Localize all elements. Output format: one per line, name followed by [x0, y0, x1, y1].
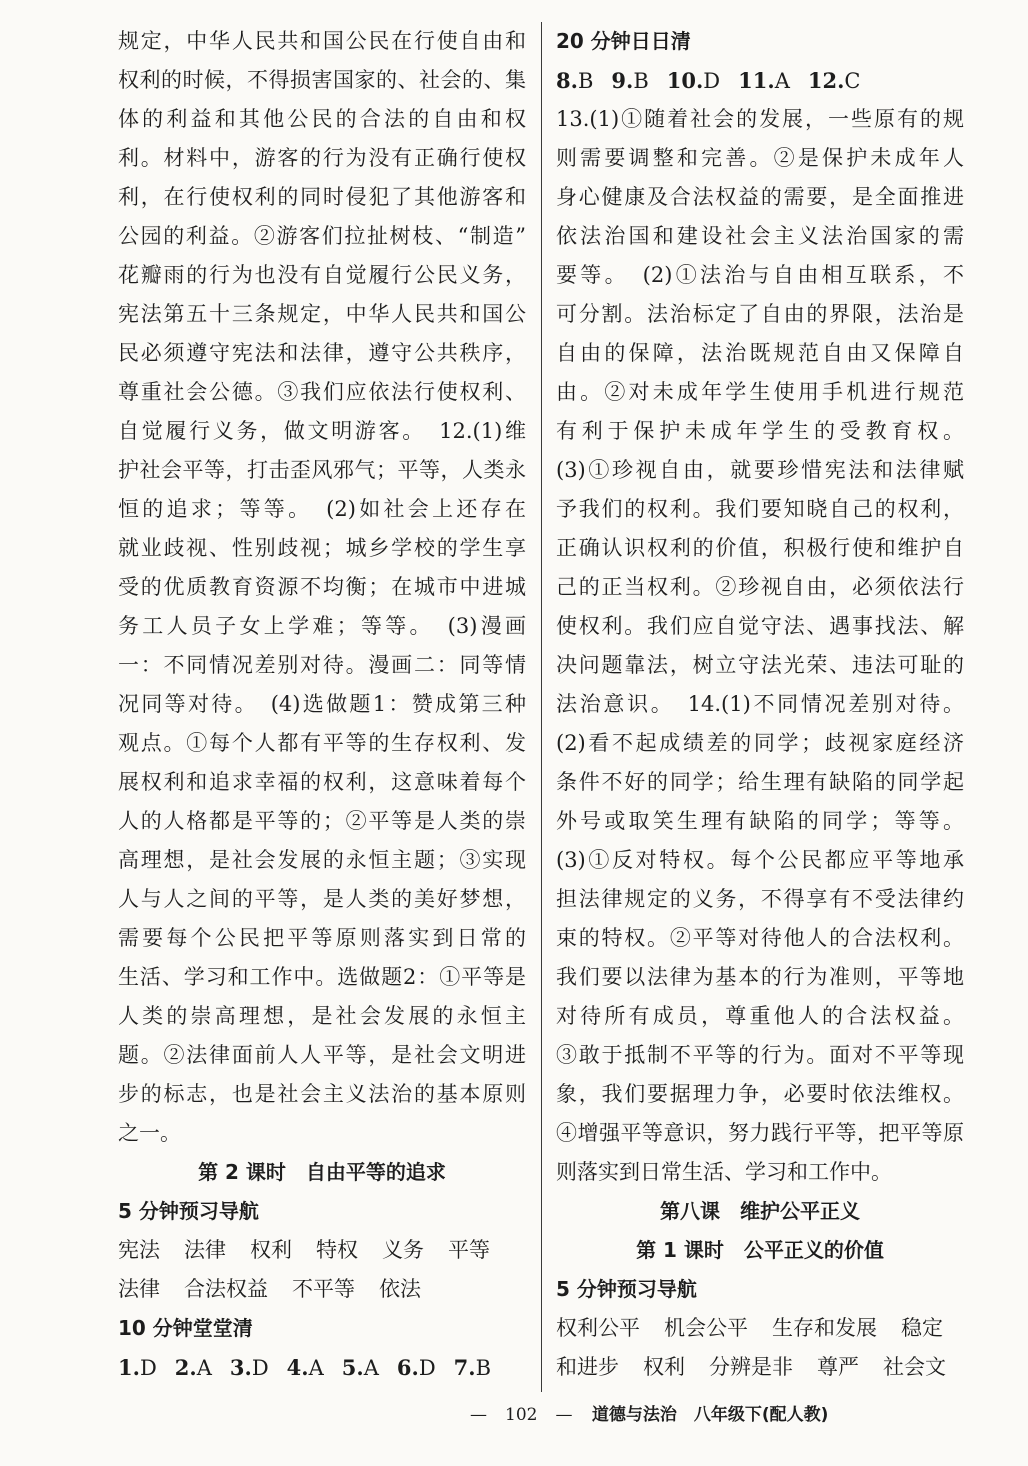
answer-paragraph-right — [556, 100, 964, 1192]
question-number: 4. — [286, 1355, 309, 1380]
text-line: 人类的崇高理想，是社会发展的永恒主 — [118, 1004, 526, 1028]
preview-term: 生存和发展 — [772, 1316, 877, 1340]
text-line: 13.(1)①随着社会的发展，一些原有的规 — [556, 107, 964, 131]
answer-item — [808, 69, 861, 93]
answer-choice: D — [251, 1356, 269, 1380]
text-line: 人的人格都是平等的；②平等是人类的崇 — [118, 809, 526, 833]
class-practice-heading: 10 分钟堂堂清 — [118, 1316, 253, 1340]
question-number: 10. — [666, 68, 704, 93]
text-line: 宪法第五十三条规定，中华人民共和国公 — [118, 302, 526, 326]
preview-term: 平等 — [448, 1238, 490, 1262]
text-line: 决问题靠法，树立守法光荣、违法可耻的 — [556, 653, 964, 677]
text-line: 则需要调整和完善。②是保护未成年人 — [556, 146, 964, 170]
text-line: 有利于保护未成年学生的受教育权。 — [556, 419, 964, 443]
answer-item — [611, 69, 648, 93]
answer-item — [556, 69, 593, 93]
text-line: 予我们的权利。我们要知晓自己的权利， — [556, 497, 964, 521]
answer-item — [397, 1356, 436, 1380]
footer-dash: — — [470, 1405, 487, 1425]
text-line: 要等。 (2)①法治与自由相互联系，不 — [556, 263, 964, 287]
preview-terms-row — [556, 1309, 964, 1348]
text-line: 可分割。法治标定了自由的界限，法治是 — [556, 302, 964, 326]
text-line: 步的标志，也是社会主义法治的基本原则 — [118, 1082, 526, 1106]
question-number: 3. — [229, 1355, 252, 1380]
preview-term: 机会公平 — [664, 1316, 748, 1340]
question-number: 11. — [738, 68, 775, 93]
answer-choice: B — [577, 69, 594, 93]
preview-term: 权利 — [643, 1355, 685, 1379]
preview-term: 合法权益 — [184, 1277, 268, 1301]
text-line: (3)①反对特权。每个公民都应平等地承 — [556, 848, 964, 872]
text-line: 体的利益和其他公民的合法的自由和权 — [118, 107, 526, 131]
page-footer — [470, 1400, 970, 1430]
text-line: 题。②法律面前人人平等，是社会文明进 — [118, 1043, 526, 1067]
text-line: 一：不同情况差别对待。漫画二：同等情 — [118, 653, 526, 677]
text-line: 则落实到日常生活、学习和工作中。 — [556, 1160, 892, 1184]
preview-heading: 5 分钟预习导航 — [556, 1277, 697, 1301]
text-line: 高理想，是社会发展的永恒主题；③实现 — [118, 848, 526, 872]
answer-item — [738, 69, 790, 93]
answer-choice: A — [363, 1356, 379, 1380]
text-line: 观点。①每个人都有平等的生存权利、发 — [118, 731, 526, 755]
lesson-title: 第 2 课时 自由平等的追求 — [198, 1160, 446, 1184]
question-number: 6. — [396, 1355, 419, 1380]
question-number: 8. — [556, 68, 578, 93]
text-line: 利，在行使权利的同时侵犯了其他游客和 — [118, 185, 526, 209]
answer-item — [230, 1356, 269, 1380]
preview-terms-row — [118, 1231, 526, 1270]
answer-choice: C — [844, 69, 861, 93]
text-line: 外号或取笑生理有缺陷的同学；等等。 — [556, 809, 964, 833]
preview-term: 不平等 — [292, 1277, 355, 1301]
answer-item — [454, 1356, 491, 1380]
question-number: 2. — [174, 1355, 197, 1380]
text-line: ④增强平等意识，努力践行平等，把平等原 — [556, 1121, 964, 1145]
text-line: 自由的保障，法治既规范自由又保障自 — [556, 341, 964, 365]
text-line: 束的特权。②平等对待他人的合法权利。 — [556, 926, 964, 950]
answer-key-row — [556, 61, 964, 100]
preview-term: 分辨是非 — [709, 1355, 793, 1379]
preview-terms-row — [118, 1270, 526, 1309]
answer-item — [667, 69, 720, 93]
text-line: 依法治国和建设社会主义法治国家的需 — [556, 224, 964, 248]
footer-dash: — — [555, 1405, 573, 1425]
text-line: 担法律规定的义务，不得享有不受法律约 — [556, 887, 964, 911]
chapter-title: 第八课 维护公平正义 — [660, 1199, 860, 1223]
text-line: 护社会平等，打击歪风邪气；平等，人类永 — [118, 458, 526, 482]
column-divider — [541, 22, 542, 1392]
answer-choice: A — [308, 1356, 324, 1380]
answer-choice: D — [139, 1356, 157, 1380]
text-line: 需要每个公民把平等原则落实到日常的 — [118, 926, 526, 950]
preview-heading: 5 分钟预习导航 — [118, 1199, 259, 1223]
text-line: 生活、学习和工作中。选做题2：①平等是 — [118, 965, 526, 989]
lesson-title: 第 1 课时 公平正义的价值 — [636, 1238, 884, 1262]
text-line: 使权利。我们应自觉守法、遇事找法、解 — [556, 614, 964, 638]
text-line: 由。②对未成年学生使用手机进行规范 — [556, 380, 964, 404]
text-line: 公园的利益。②游客们拉扯树枝、“制造” — [118, 224, 526, 248]
text-line: 民必须遵守宪法和法律，遵守公共秩序， — [118, 341, 526, 365]
question-number: 7. — [453, 1355, 476, 1380]
text-line: 就业歧视、性别歧视；城乡学校的学生享 — [118, 536, 526, 560]
text-line: ③敢于抵制不平等的行为。面对不平等现 — [556, 1043, 964, 1067]
preview-term: 稳定 — [901, 1316, 943, 1340]
answer-choice: B — [475, 1356, 492, 1380]
text-line: 自觉履行义务，做文明游客。 12.(1)维 — [118, 419, 526, 443]
daily-practice-heading: 20 分钟日日清 — [556, 29, 691, 53]
text-line: (2)看不起成绩差的同学；歧视家庭经济 — [556, 731, 964, 755]
preview-term: 特权 — [316, 1238, 358, 1262]
preview-term: 尊严 — [817, 1355, 859, 1379]
answer-paragraph-left — [118, 22, 526, 1153]
text-line: 务工人员子女上学难；等等。 (3)漫画 — [118, 614, 526, 638]
answer-choice: D — [703, 69, 721, 93]
text-line: 花瓣雨的行为也没有自觉履行公民义务， — [118, 263, 526, 287]
text-line: 我们要以法律为基本的行为准则，平等地 — [556, 965, 964, 989]
left-column — [118, 22, 526, 1387]
page-number: 102 — [505, 1405, 538, 1425]
question-number: 5. — [341, 1355, 364, 1380]
question-number: 9. — [611, 68, 634, 93]
text-line: 况同等对待。 (4)选做题1：赞成第三种 — [118, 692, 526, 716]
right-column — [556, 22, 964, 1387]
text-line: 象，我们要据理力争，必要时依法维权。 — [556, 1082, 964, 1106]
text-line: 条件不好的同学；给生理有缺陷的同学起 — [556, 770, 964, 794]
book-info: 道德与法治 八年级下(配人教) — [591, 1405, 829, 1425]
preview-term: 权利公平 — [556, 1316, 640, 1340]
text-line: 正确认识权利的价值，积极行使和维护自 — [556, 536, 964, 560]
preview-term: 依法 — [379, 1277, 421, 1301]
preview-term: 法律 — [184, 1238, 226, 1262]
preview-term: 权利 — [250, 1238, 292, 1262]
text-line: 受的优质教育资源不均衡；在城市中进城 — [118, 575, 526, 599]
answer-key-row — [118, 1348, 526, 1387]
preview-term: 宪法 — [118, 1238, 160, 1262]
text-line: 展权利和追求幸福的权利，这意味着每个 — [118, 770, 526, 794]
preview-term: 社会文 — [883, 1355, 946, 1379]
preview-terms-row — [556, 1348, 964, 1387]
text-line: 利。材料中，游客的行为没有正确行使权 — [118, 146, 526, 170]
text-line: 恒的追求；等等。 (2)如社会上还存在 — [118, 497, 526, 521]
question-number: 12. — [807, 68, 845, 93]
text-line: 对待所有成员，尊重他人的合法权益。 — [556, 1004, 964, 1028]
text-line: 权利的时候，不得损害国家的、社会的、集 — [118, 68, 526, 92]
text-line: (3)①珍视自由，就要珍惜宪法和法律赋 — [556, 458, 964, 482]
preview-term: 和进步 — [556, 1355, 619, 1379]
answer-choice: A — [196, 1356, 212, 1380]
preview-term: 义务 — [382, 1238, 424, 1262]
text-line: 之一。 — [118, 1121, 181, 1145]
preview-term: 法律 — [118, 1277, 160, 1301]
answer-item — [118, 1356, 157, 1380]
answer-item — [175, 1356, 212, 1380]
question-number: 1. — [118, 1355, 140, 1380]
answer-choice: B — [633, 69, 649, 93]
answer-item — [287, 1356, 324, 1380]
answer-choice: D — [418, 1356, 436, 1380]
text-line: 法治意识。 14.(1)不同情况差别对待。 — [556, 692, 964, 716]
text-line: 身心健康及合法权益的需要，是全面推进 — [556, 185, 964, 209]
text-line: 己的正当权利。②珍视自由，必须依法行 — [556, 575, 964, 599]
text-line: 规定，中华人民共和国公民在行使自由和 — [118, 29, 526, 53]
text-line: 尊重社会公德。③我们应依法行使权利、 — [118, 380, 526, 404]
answer-item — [342, 1356, 379, 1380]
text-line: 人与人之间的平等，是人类的美好梦想， — [118, 887, 526, 911]
answer-choice: A — [774, 69, 790, 93]
